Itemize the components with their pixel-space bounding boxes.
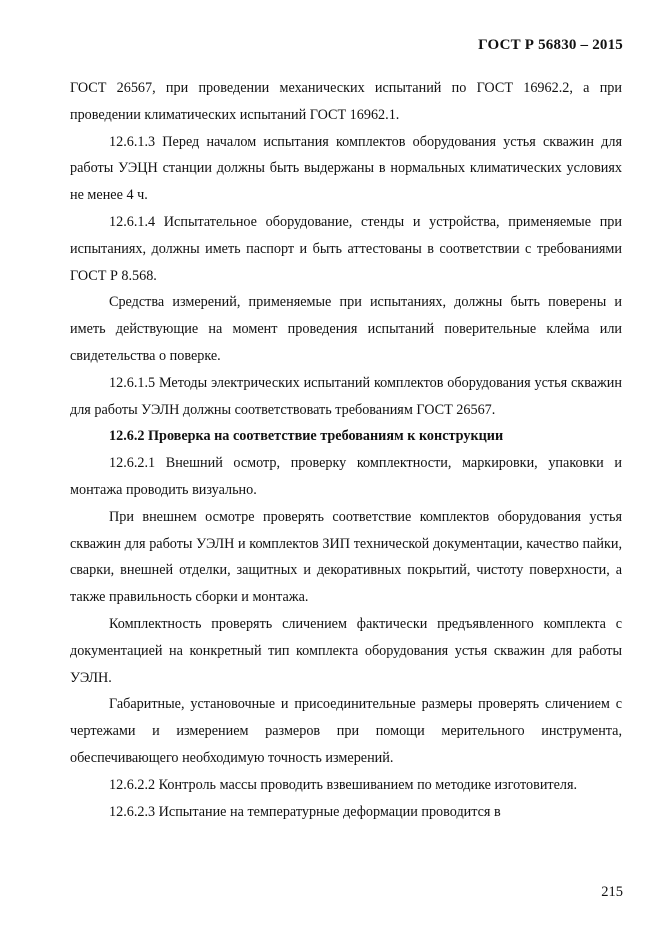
paragraph-external-inspection: При внешнем осмотре проверять соответствие комплектов оборудования устья скважин для работы УЭЛН и комплектов ЗИП технической документации, качество пайки, сварки, внешней отделки, защитных и декоративных покрытий, чистоту поверхности, а также правильность сборки и монтажа. bbox=[70, 508, 622, 606]
section-heading-12-6-2: 12.6.2 Проверка на соответствие требованиям к конструкции bbox=[109, 428, 504, 445]
paragraph-measurement-tools: Средства измерений, применяемые при испытаниях, должны быть поверены и иметь действующие на момент проведения испытаний поверительные клейма или свидетельства о поверке. bbox=[70, 294, 622, 364]
paragraph-dimensions: Габаритные, установочные и присоединительные размеры проверять сличением с чертежами и измерением размеров при помощи мерительного инструмента, обеспечивающего необходимую точность измерений. bbox=[70, 696, 622, 766]
paragraph-12-6-1-5: 12.6.1.5 Методы электрических испытаний комплектов оборудования устья скважин для работы УЭЛН должны соответствовать требованиям ГОСТ 26567. bbox=[70, 374, 622, 418]
paragraph-12-6-1-4: 12.6.1.4 Испытательное оборудование, стенды и устройства, применяемые при испытаниях, должны иметь паспорт и быть аттестованы в соответствии с требованиями ГОСТ Р 8.568. bbox=[70, 213, 622, 284]
paragraph-12-6-2-1: 12.6.2.1 Внешний осмотр, проверку комплектности, маркировки, упаковки и монтажа проводить визуально. bbox=[70, 455, 622, 498]
document-body bbox=[70, 75, 622, 825]
paragraph-12-6-2-3: 12.6.2.3 Испытание на температурные деформации проводится в bbox=[109, 803, 501, 820]
page-header: ГОСТ Р 56830 – 2015 bbox=[478, 37, 623, 53]
page-number: 215 bbox=[601, 884, 623, 900]
paragraph-completeness: Комплектность проверять сличением фактически предъявленного комплекта с документацией на конкретный тип комплекта оборудования устья скважин для работы УЭЛН. bbox=[70, 615, 622, 686]
paragraph-12-6-2-2: 12.6.2.2 Контроль массы проводить взвешиванием по методике изготовителя. bbox=[109, 776, 578, 793]
paragraph-12-6-1-3: 12.6.1.3 Перед началом испытания комплектов оборудования устья скважин для работы УЭЦН станции должны быть выдержаны в нормальных климатических условиях не менее 4 ч. bbox=[70, 133, 622, 204]
paragraph-continuation: ГОСТ 26567, при проведении механических испытаний по ГОСТ 16962.2, а при проведении климатических испытаний ГОСТ 16962.1. bbox=[70, 80, 622, 123]
